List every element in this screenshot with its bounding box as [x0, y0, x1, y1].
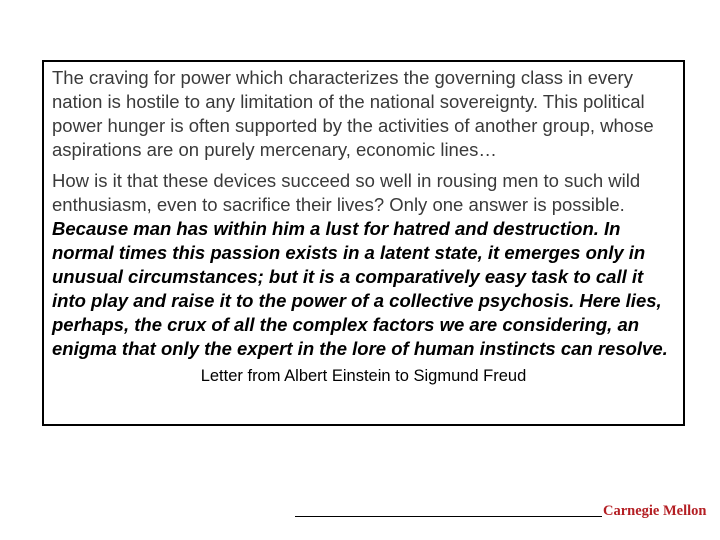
quote-paragraph-2-emphasized-text: Because man has within him a lust for hatred and destruction. In normal times this passion exists in a latent state, it emerges only in unusual circumstances; but it is a comparatively easy task to call it into play and raise it to the power of a collective psychosis. Here lies, perhaps, the crux of all the complex factors we are considering, an enigma that only the expert in the lore of human instincts can resolve.	[52, 218, 668, 359]
carnegie-mellon-logo: Carnegie Mellon	[603, 503, 707, 519]
quote-paragraph-2-plain-text: How is it that these devices succeed so well in rousing men to such wild enthusiasm, even to sacrifice their lives? Only one answer is possible.	[52, 170, 641, 215]
quote-paragraph-1	[52, 66, 675, 162]
footer-divider	[295, 516, 602, 517]
quote-paragraph-1-text: The craving for power which characterizes the governing class in every nation is hostile to any limitation of the national sovereignty. This political power hunger is often supported by the activities of another group, whose aspirations are on purely mercenary, economic lines…	[52, 67, 654, 160]
quote-paragraph-2	[52, 169, 675, 361]
quote-attribution: Letter from Albert Einstein to Sigmund Freud	[200, 367, 527, 385]
quote-box	[42, 60, 685, 426]
